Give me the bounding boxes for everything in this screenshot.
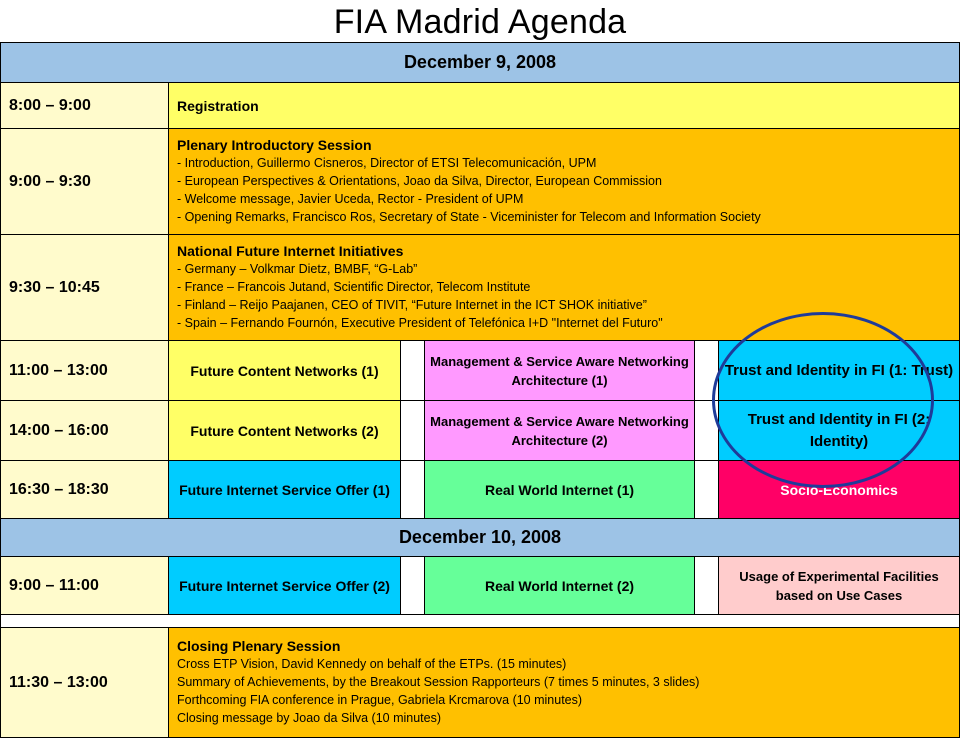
session-c-cell: Socio-Economics [719, 461, 960, 519]
gap-cell [695, 401, 719, 461]
agenda-row [1, 129, 960, 235]
session-line: - Finland – Reijo Paajanen, CEO of TIVIT, “Future Internet in the ICT SHOK initiative” [177, 298, 647, 312]
time-cell: 9:30 – 10:45 [1, 235, 169, 341]
session-heading: Plenary Introductory Session [177, 137, 372, 153]
session-heading: National Future Internet Initiatives [177, 243, 404, 259]
session-b-cell: Management & Service Aware Networking Architecture (2) [425, 401, 695, 461]
registration-cell: Registration [169, 83, 960, 129]
session-line: - Germany – Volkmar Dietz, BMBF, “G-Lab” [177, 262, 418, 276]
gap-cell [401, 341, 425, 401]
agenda-table [0, 42, 960, 738]
spacer-row [1, 615, 960, 628]
session-line: Closing message by Joao da Silva (10 minutes) [177, 711, 442, 725]
session-line: - France – Francois Jutand, Scientific Director, Telecom Institute [177, 280, 531, 294]
session-line: - Introduction, Guillermo Cisneros, Director of ETSI Telecomunicación, UPM [177, 156, 597, 170]
agenda-row [1, 83, 960, 129]
session-line: - European Perspectives & Orientations, Joao da Silva, Director, European Commission [177, 174, 662, 188]
time-cell: 14:00 – 16:00 [1, 401, 169, 461]
agenda-row [1, 235, 960, 341]
time-cell: 11:30 – 13:00 [1, 628, 169, 738]
session-line: Forthcoming FIA conference in Prague, Gabriela Krcmarova (10 minutes) [177, 693, 583, 707]
session-a-cell: Future Internet Service Offer (1) [169, 461, 401, 519]
agenda-row [1, 557, 960, 615]
session-b-cell: Real World Internet (1) [425, 461, 695, 519]
session-line: - Welcome message, Javier Uceda, Rector - President of UPM [177, 192, 524, 206]
session-a-cell: Future Content Networks (2) [169, 401, 401, 461]
gap-cell [695, 341, 719, 401]
agenda-row [1, 341, 960, 401]
date-header: December 9, 2008 [1, 43, 960, 83]
session-heading: Closing Plenary Session [177, 638, 341, 654]
date-row [1, 43, 960, 83]
session-line: - Opening Remarks, Francisco Ros, Secretary of State - Viceminister for Telecom and Information Society [177, 210, 761, 224]
time-cell: 11:00 – 13:00 [1, 341, 169, 401]
closing-session-cell [169, 628, 960, 738]
session-b-cell: Real World Internet (2) [425, 557, 695, 615]
session-line: - Spain – Fernando Fournón, Executive President of Telefónica I+D "Internet del Futuro" [177, 316, 663, 330]
time-cell: 9:00 – 11:00 [1, 557, 169, 615]
session-a-cell: Future Content Networks (1) [169, 341, 401, 401]
session-c-cell: Trust and Identity in FI (2: Identity) [719, 401, 960, 461]
plenary-session-cell [169, 129, 960, 235]
session-c-cell: Trust and Identity in FI (1: Trust) [719, 341, 960, 401]
session-b-cell: Management & Service Aware Networking Architecture (1) [425, 341, 695, 401]
agenda-row [1, 401, 960, 461]
spacer-cell [1, 615, 960, 628]
date-header: December 10, 2008 [1, 519, 960, 557]
session-a-cell: Future Internet Service Offer (2) [169, 557, 401, 615]
gap-cell [401, 461, 425, 519]
gap-cell [401, 557, 425, 615]
agenda-row [1, 461, 960, 519]
session-line: Summary of Achievements, by the Breakout Session Rapporteurs (7 times 5 minutes, 3 slides) [177, 675, 700, 689]
time-cell: 16:30 – 18:30 [1, 461, 169, 519]
page-title: FIA Madrid Agenda [333, 3, 627, 41]
gap-cell [401, 401, 425, 461]
session-line: Cross ETP Vision, David Kennedy on behalf of the ETPs. (15 minutes) [177, 657, 567, 671]
agenda-row [1, 628, 960, 738]
time-cell: 8:00 – 9:00 [1, 83, 169, 129]
date-row [1, 519, 960, 557]
time-cell: 9:00 – 9:30 [1, 129, 169, 235]
gap-cell [695, 557, 719, 615]
national-initiatives-cell [169, 235, 960, 341]
session-c-cell: Usage of Experimental Facilities based on Use Cases [719, 557, 960, 615]
gap-cell [695, 461, 719, 519]
